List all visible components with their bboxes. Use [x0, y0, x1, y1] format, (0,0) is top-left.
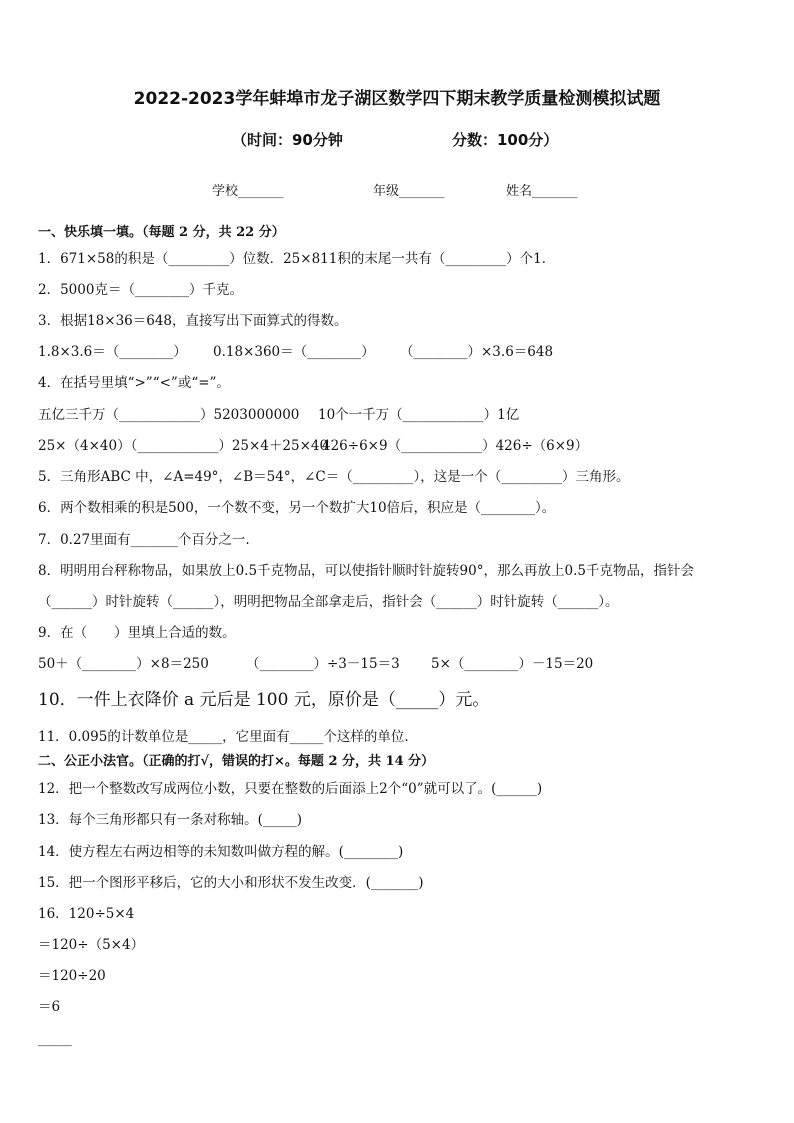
question-1: 1．671×58的积是（_________）位数．25×811积的末尾一共有（_________）个1．: [38, 251, 556, 267]
question-3c: （________）×3.6＝648: [400, 344, 554, 360]
question-10: 10．一件上衣降价 a 元后是 100 元，原价是（_____）元。: [38, 690, 490, 710]
question-9a: 50＋（________）×8＝250: [38, 656, 209, 672]
school-field: 学校_______: [212, 184, 284, 199]
question-9c: 5×（________）－15＝20: [431, 656, 594, 672]
question-16-line-1: 16．120÷5×4: [38, 906, 135, 922]
name-field: 姓名_______: [506, 184, 578, 199]
question-9-stem: 9．在（ ）里填上合适的数。: [38, 625, 236, 641]
question-12: 12．把一个整数改写成两位小数，只要在整数的后面添上2个“0”就可以了。(______): [38, 781, 543, 797]
question-6: 6．两个数相乘的积是500，一个数不变，另一个数扩大10倍后，积应是（________）。: [38, 500, 556, 516]
question-8-line-1: 8．明明用台秤称物品，如果放上0.5千克物品，可以使指针顺时针旋转90°，那么再放上0.5千克物品，指针会: [38, 563, 694, 579]
question-3a: 1.8×3.6＝（________）: [38, 344, 187, 360]
question-4c: 25×（4×40）（____________）25×4＋25×40: [38, 438, 329, 454]
question-11: 11．0.095的计数单位是_____，它里面有_____个这样的单位.: [38, 729, 409, 745]
question-3b: 0.18×360＝（________）: [213, 344, 375, 360]
question-2: 2．5000克＝（________）千克。: [38, 282, 243, 298]
question-13: 13．每个三角形都只有一条对称轴。(_____): [38, 812, 302, 828]
section-2-title: 二、公正小法官。（正确的打√，错误的打×。每题 2 分，共 14 分）: [38, 754, 435, 769]
question-16-line-4: ＝6: [38, 999, 61, 1015]
exam-score: 分数：100分）: [452, 131, 559, 149]
question-15: 15．把一个图形平移后，它的大小和形状不发生改变．(_______): [38, 875, 424, 891]
question-3-stem: 3．根据18×36＝648，直接写出下面算式的得数。: [38, 313, 348, 329]
question-16-line-3: ＝120÷20: [38, 968, 106, 984]
exam-title: 2022-2023学年蚌埠市龙子湖区数学四下期末教学质量检测模拟试题: [133, 89, 661, 109]
question-9b: （________）÷3－15＝3: [246, 656, 400, 672]
question-5: 5．三角形ABC 中，∠A=49°，∠B＝54°，∠C＝（_________），这是一个（_________）三角形。: [38, 469, 630, 485]
question-14: 14．使方程左右两边相等的未知数叫做方程的解。(________): [38, 844, 404, 860]
section-1-title: 一、快乐填一填。（每题 2 分，共 22 分）: [38, 225, 285, 240]
question-16-line-2: ＝120÷（5×4）: [38, 937, 145, 953]
grade-field: 年级_______: [373, 184, 445, 199]
exam-time: （时间：90分钟: [232, 131, 343, 149]
question-7: 7．0.27里面有_______个百分之一.: [38, 532, 250, 548]
question-4b: 10个一千万（____________）1亿: [318, 407, 520, 423]
question-4a: 五亿三千万（____________）5203000000: [38, 407, 300, 423]
question-8-line-2: （______）时针旋转（______），明明把物品全部拿走后，指针会（______）时针旋转（______）。: [38, 594, 619, 610]
question-4-stem: 4．在括号里填“>”“<”或“=”。: [38, 375, 230, 391]
question-16-answer-blank: _____: [38, 1031, 72, 1047]
question-4d: 426÷6×9（____________）426÷（6×9）: [322, 438, 589, 454]
